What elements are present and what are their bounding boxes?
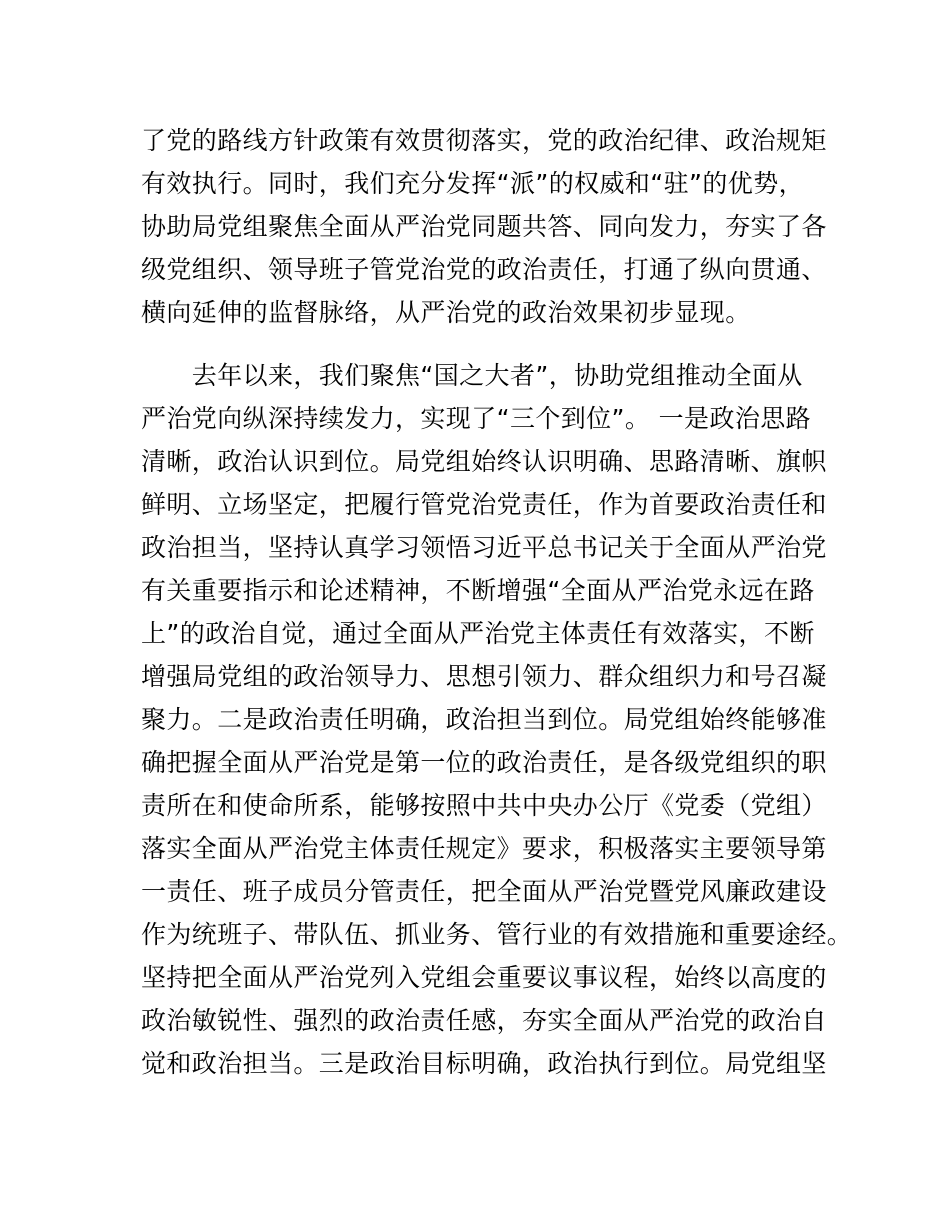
- text-line: 责所在和使命所系，能够按照中共中央办公厅《党委（党组）: [141, 791, 827, 820]
- text-line: 上”的政治自觉，通过全面从严治党主体责任有效落实，不断: [141, 619, 815, 648]
- text-line: 有效执行。同时，我们充分发挥“派”的权威和“驻”的优势，: [141, 169, 805, 198]
- text-line: 作为统班子、带队伍、抓业务、管行业的有效措施和重要途经。: [141, 920, 853, 949]
- text-line: 觉和政治担当。三是政治目标明确，政治执行到位。局党组坚: [141, 1049, 827, 1078]
- text-line: 清晰，政治认识到位。局党组始终认识明确、思路清晰、旗帜: [141, 447, 827, 476]
- text-line: 协助局党组聚焦全面从严治党同题共答、同向发力，夯实了各: [141, 212, 827, 241]
- text-line: 一责任、班子成员分管责任，把全面从严治党暨党风廉政建设: [141, 877, 827, 906]
- paragraph-1: [141, 119, 831, 334]
- text-line: 有关重要指示和论述精神，不断增强“全面从严治党永远在路: [141, 576, 815, 605]
- text-line: 了党的路线方针政策有效贯彻落实，党的政治纪律、政治规矩: [141, 126, 827, 155]
- text-line: 去年以来，我们聚焦“国之大者”，协助党组推动全面从: [141, 361, 803, 390]
- text-line: 增强局党组的政治领导力、思想引领力、群众组织力和号召凝: [141, 662, 827, 691]
- text-line: 坚持把全面从严治党列入党组会重要议事议程，始终以高度的: [141, 963, 827, 992]
- text-line: 政治担当，坚持认真学习领悟习近平总书记关于全面从严治党: [141, 533, 827, 562]
- text-line: 级党组织、领导班子管党治党的政治责任，打通了纵向贯通、: [141, 255, 827, 284]
- text-line: 聚力。二是政治责任明确，政治担当到位。局党组始终能够准: [141, 705, 827, 734]
- text-line: 鲜明、立场坚定，把履行管党治党责任，作为首要政治责任和: [141, 490, 827, 519]
- paragraph-2: [141, 354, 853, 1085]
- text-line: 落实全面从严治党主体责任规定》要求，积极落实主要领导第: [141, 834, 827, 863]
- text-line: 政治敏锐性、强烈的政治责任感，夯实全面从严治党的政治自: [141, 1006, 827, 1035]
- text-line: 确把握全面从严治党是第一位的政治责任，是各级党组织的职: [141, 748, 827, 777]
- text-line: 横向延伸的监督脉络，从严治党的政治效果初步显现。: [141, 298, 751, 327]
- text-line: 严治党向纵深持续发力，实现了“三个到位”。 一是政治思路: [141, 404, 812, 433]
